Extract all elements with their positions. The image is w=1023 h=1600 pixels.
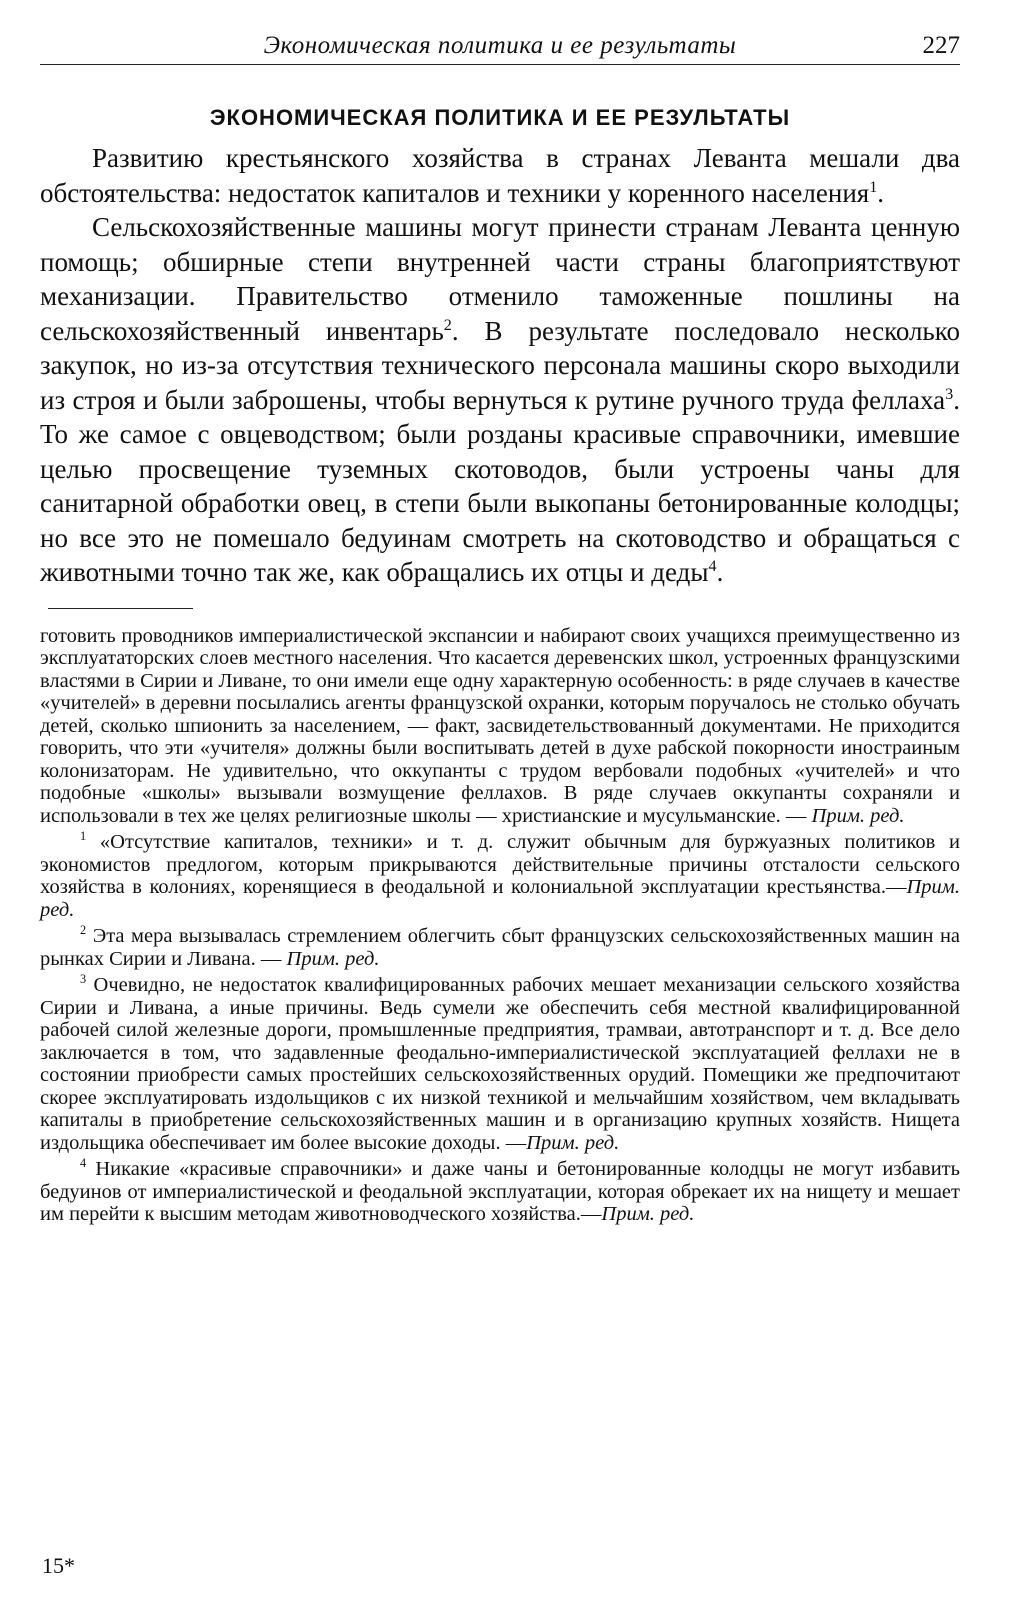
paragraph-tail: . [877,177,885,208]
running-header [40,28,960,65]
editor-note: Прим. ред. [526,1131,620,1154]
printer-signature: 15* [42,1553,75,1578]
paragraph-text: Сельскохозяйственные машины могут принести странам Леванта ценную помощь; обширные степи внутренней части страны благоприятствуют механизации. Правительство отменило таможенные пошлины на сельскохозяйственный инвентарь [40,212,960,346]
running-title: Экономическая политика и ее результаты [263,32,737,59]
paragraph-text: . В результате последовало несколько закупок, но из-за отсутствия технического персонала машины скоро выходили из строя и были заброшены, чтобы вернуться к рутине ручного труда феллаха [40,315,960,415]
body-paragraph [40,141,960,210]
body-paragraph [40,210,960,590]
footnote-number: 2 [80,923,87,938]
page-number: 227 [922,32,960,59]
footnote-ref: 4 [708,557,717,575]
paragraph-tail: . [716,557,724,587]
footnote-text: Никакие «красивые справочники» и даже чаны и бетонированные колодцы не могут избавить бедуинов от империалистической и феодальной эксплуатации, которая обрекает их на нищету и мешает им перейти к высшим методам животноводческого хозяйства.— [40,1158,960,1225]
footnote-number: 1 [80,829,87,844]
footnote-2 [40,925,960,970]
footnote-1 [40,831,960,921]
footnote-4 [40,1158,960,1226]
editor-note: Прим. ред. [601,1203,695,1225]
footnote-text: Эта мера вызывалась стремлением облегчить сбыт французских сельскохозяйственных машин на рынках Сирии и Ливана. — [40,925,961,970]
editor-note: Прим. ред. [286,947,380,970]
footnote-text: Очевидно, не недостаток квалифицированных рабочих мешает механизации сельского хозяйства Сирии и Ливана, а иные причины. Ведь сумели же обеспечить себя местной квалифицированной рабочей силой железные дороги, промышленные предприятия, трамваи, автотранспорт и т. д. Все дело заключается в том, что задавленные феодально-империалистической эксплуатацией феллахи не в состоянии приобрести самых простейших сельскохозяйственных орудий. Помещики же предпочитают скорее эксплуатировать издольщиков с их низкой техникой и мельчайшим хозяйством, чем вкладывать капиталы в приобретение сельскохозяйственных машин и в организацию крупных хозяйств. Нищета издольщика обеспечивает им более высокие доходы. — [40,974,960,1154]
footnote-divider [48,608,193,609]
footnote-continuation [40,625,960,828]
footnote-3 [40,974,960,1154]
paragraph-text: . То же самое с овцеводством; были розданы красивые справочники, имевшие целью просвещение туземных скотоводов, были устроены чаны для санитарной обработки овец, в степи были выкопаны бетонированные колодцы; но все это не помешало бедуинам смотреть на скотоводство и обращаться с животными точно так же, как обращались их отцы и деды [40,384,960,587]
footnote-text: готовить проводников империалистической экспансии и набирают своих учащихся преимущественно из эксплуататорских слоев местного населения. Что касается деревенских школ, устроенных французскими властями в Сирии и Ливане, то они имели еще одну характерную особенность: в ряде случаев в качестве «учителей» в деревни посылались агенты французской охранки, которым поручалось не столько обучать детей, сколько шпионить за населением, — факт, засвидетельствованный документами. Не приходится говорить, что эти «учителя» должны были воспитывать детей в духе рабской покорности иностраиным колонизаторам. Не удивительно, что оккупанты с трудом вербовали подобных «учителей» и что подобные «школы» вызывали возмущение феллахов. В ряде случаев оккупанты сохраняли и использовали в тех же целях религиозные школы — христианские и мусульманские. — [40,624,960,827]
paragraph-text: Развитию крестьянского хозяйства в странах Леванта мешали два обстоятельства: недостаток капиталов и техники у коренного населения [40,143,960,208]
editor-note: Прим. ред. [40,876,960,921]
footnote-number: 3 [80,972,87,987]
section-heading: ЭКОНОМИЧЕСКАЯ ПОЛИТИКА И ЕЕ РЕЗУЛЬТАТЫ [209,105,791,130]
footnote-text: «Отсутствие капиталов, техники» и т. д. служит обычным для буржуазных политиков и экономистов предлогом, которым прикрываются действительные причины отсталости сельского хозяйства в колониях, коренящиеся в феодальной и колониальной эксплуатации крестьянства.— [40,831,961,898]
footnote-ref: 1 [869,177,878,196]
editor-note: Прим. ред. [811,804,905,827]
footnote-ref: 3 [945,384,954,403]
footnote-number: 4 [80,1156,87,1171]
book-page [40,28,960,1226]
footnote-ref: 2 [443,315,452,334]
